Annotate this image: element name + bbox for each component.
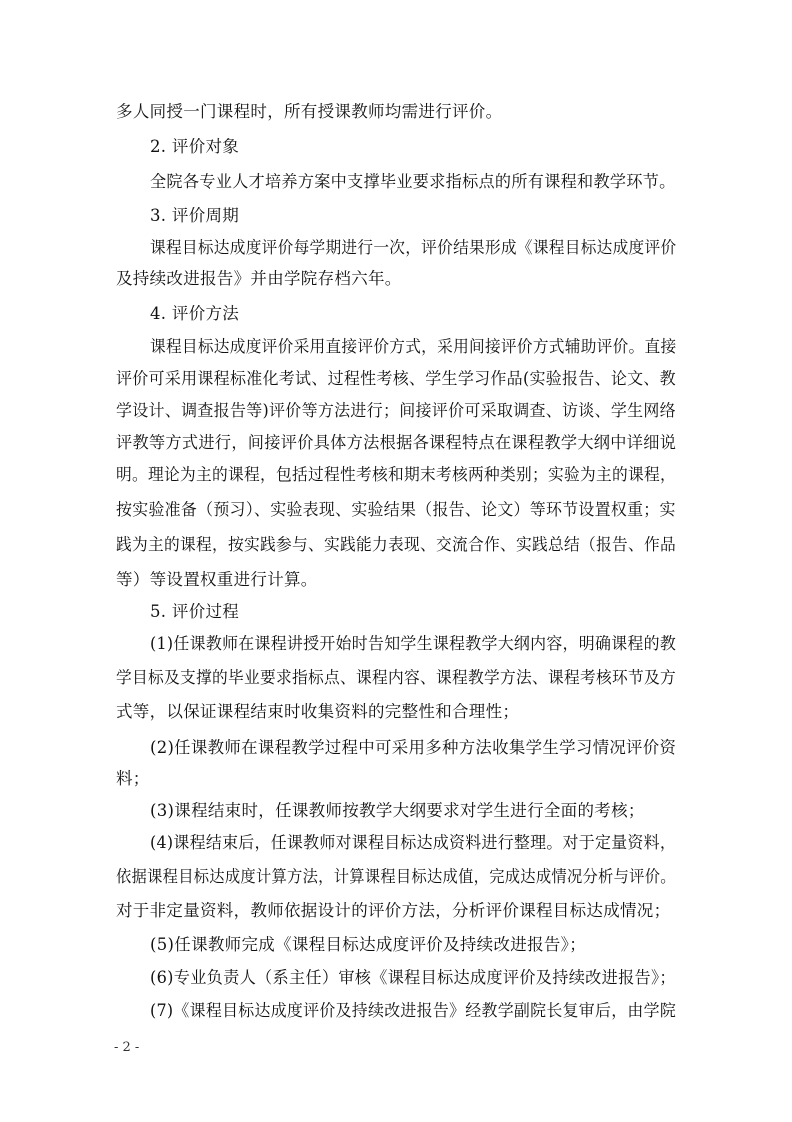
body-line: 课程目标达成度评价每学期进行一次，评价结果形成《课程目标达成度评价 (150, 238, 677, 257)
body-line: 对于非定量资料，教师依据设计的评价方法，分析评价课程目标达成情况； (116, 901, 671, 920)
section-heading: 5. 评价过程 (150, 602, 240, 621)
body-line: (5)任课教师完成《课程目标达成度评价及持续改进报告》； (150, 935, 587, 954)
body-line: 及持续改进报告》并由学院存档六年。 (116, 269, 402, 288)
page-number: - 2 - (114, 1040, 140, 1055)
body-line: 评价可采用课程标准化考试、过程性考核、学生学习作品(实验报告、论文、教 (116, 369, 676, 388)
section-heading: 2. 评价对象 (150, 137, 240, 156)
body-line: 按实验准备（预习）、实验表现、实验结果（报告、论文）等环节设置权重；实 (116, 500, 676, 519)
body-line: 评教等方式进行，间接评价具体方法根据各课程特点在课程教学大纲中详细说 (116, 433, 677, 452)
body-line: (2)任课教师在课程教学过程中可采用多种方法收集学生学习情况评价资 (150, 738, 677, 757)
body-line: 明。理论为主的课程，包括过程性考核和期末考核两种类别；实验为主的课程， (116, 465, 677, 484)
body-line: 式等，以保证课程结束时收集资料的完整性和合理性； (116, 702, 520, 721)
body-line: 等）等设置权重进行计算。 (116, 570, 318, 589)
body-line: (6)专业负责人（系主任）审核《课程目标达成度评价及持续改进报告》； (150, 968, 676, 987)
section-heading: 4. 评价方法 (150, 304, 240, 323)
body-line: 多人同授一门课程时，所有授课教师均需进行评价。 (116, 102, 503, 121)
body-line: 依据课程目标达成度计算方法，计算课程目标达成值，完成达成情况分析与评价。 (116, 867, 676, 886)
body-line: 学目标及支撑的毕业要求指标点、课程内容、课程教学方法、课程考核环节及方 (116, 668, 677, 687)
body-line: (4)课程结束后，任课教师对课程目标达成资料进行整理。对于定量资料， (150, 833, 677, 852)
body-line: (7)《课程目标达成度评价及持续改进报告》经教学副院长复审后，由学院 (150, 1001, 677, 1020)
body-line: 课程目标达成度评价采用直接评价方式，采用间接评价方式辅助评价。直接 (150, 337, 677, 356)
section-heading: 3. 评价周期 (150, 206, 240, 225)
body-line: (3)课程结束时，任课教师按教学大纲要求对学生进行全面的考核； (150, 801, 645, 820)
body-line: 全院各专业人才培养方案中支撑毕业要求指标点的所有课程和教学环节。 (150, 172, 676, 191)
body-line: 学设计、调查报告等)评价等方法进行；间接评价可采取调查、访谈、学生网络 (116, 401, 676, 420)
body-line: (1)任课教师在课程讲授开始时告知学生课程教学大纲内容，明确课程的教 (150, 634, 677, 653)
body-line: 践为主的课程，按实践参与、实践能力表现、交流合作、实践总结（报告、作品 (116, 535, 677, 554)
body-line: 料； (116, 769, 150, 788)
